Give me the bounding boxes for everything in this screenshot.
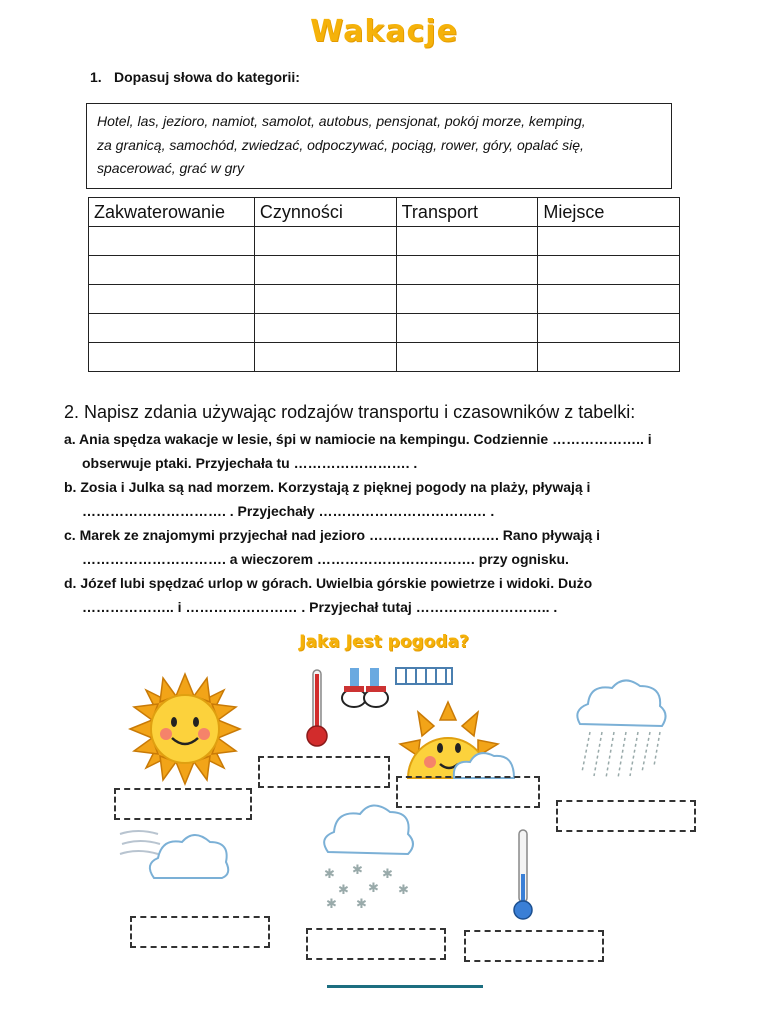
header-transport: Transport: [396, 198, 538, 227]
sentence-c-line2: …………………………. a wieczorem ……………………………. przy ognisku.: [82, 551, 569, 567]
wind-cloud-icon: [118, 820, 232, 884]
table-cell[interactable]: [254, 343, 396, 372]
sentence-d-line1: d. Józef lubi spędzać urlop w górach. Uwielbia górskie powietrze i widoki. Dużo: [64, 575, 593, 591]
word-bank-line: za granicą, samochód, zwiedzać, odpoczywać, pociąg, rower, góry, opalać się,: [97, 136, 584, 153]
sentence-b-line2: …………………………. . Przyjechały ……………………………… .: [82, 503, 495, 519]
table-cell[interactable]: [89, 227, 255, 256]
table-cell[interactable]: [538, 285, 680, 314]
cold-thermometer-icon: [508, 828, 538, 922]
task1-instruction: [90, 69, 300, 85]
svg-text:✱: ✱: [356, 897, 367, 912]
weather-title: Jaka Jest pogoda?: [299, 632, 469, 652]
weather-answer-box[interactable]: [396, 776, 540, 808]
table-cell[interactable]: [396, 314, 538, 343]
sun-icon: [128, 672, 242, 786]
table-row: [89, 227, 680, 256]
sentence-a-line1: a. Ania spędza wakacje w lesie, śpi w namiocie na kempingu. Codziennie ……………….. i: [64, 431, 652, 447]
table-row: [89, 256, 680, 285]
table-cell[interactable]: [254, 256, 396, 285]
table-cell[interactable]: [538, 314, 680, 343]
table-cell[interactable]: [396, 256, 538, 285]
table-cell[interactable]: [396, 343, 538, 372]
svg-text:✱: ✱: [338, 883, 349, 898]
weather-answer-box[interactable]: [306, 928, 446, 960]
header-czynnosci: Czynności: [254, 198, 396, 227]
table-cell[interactable]: [89, 314, 255, 343]
svg-text:✱: ✱: [368, 881, 379, 896]
table-cell[interactable]: [396, 285, 538, 314]
table-header-row: [89, 198, 680, 227]
sentence-d-line2: ……………….. i …………………… . Przyjechał tutaj ……………………….. .: [82, 599, 558, 615]
weather-answer-box[interactable]: [556, 800, 696, 832]
header-zakwaterowanie: Zakwaterowanie: [89, 198, 255, 227]
sentence-b-line1: b. Zosia i Julka są nad morzem. Korzystają z pięknej pogody na plaży, pływają i: [64, 479, 591, 495]
word-bank-box: [86, 103, 672, 189]
svg-text:✱: ✱: [398, 883, 409, 898]
page-title: Wakacje: [310, 14, 458, 49]
table-cell[interactable]: [254, 285, 396, 314]
svg-text:✱: ✱: [382, 867, 393, 882]
page-divider: [327, 985, 483, 988]
weather-answer-box[interactable]: [258, 756, 390, 788]
table-cell[interactable]: [538, 256, 680, 285]
task1-number: 1.: [90, 69, 102, 85]
weather-answer-box[interactable]: [464, 930, 604, 962]
weather-answer-box[interactable]: [114, 788, 252, 820]
sentence-c-line1: c. Marek ze znajomymi przyjechał nad jezioro ………………………. Rano pływają i: [64, 527, 601, 543]
weather-answer-box[interactable]: [130, 916, 270, 948]
svg-text:✱: ✱: [352, 863, 363, 878]
task2-instruction: [64, 402, 635, 423]
table-cell[interactable]: [89, 256, 255, 285]
word-bank-line: Hotel, las, jezioro, namiot, samolot, autobus, pensjonat, pokój morze, kemping,: [97, 113, 586, 129]
table-cell[interactable]: [538, 343, 680, 372]
table-row: [89, 314, 680, 343]
table-cell[interactable]: [89, 285, 255, 314]
svg-text:✱: ✱: [326, 897, 337, 912]
word-bank-line: spacerować, grać w gry: [97, 160, 245, 176]
table-row: [89, 285, 680, 314]
svg-text:✱: ✱: [324, 867, 335, 882]
rain-cloud-icon: [570, 672, 670, 782]
snow-cloud-icon: [318, 798, 418, 910]
task1-text: Dopasuj słowa do kategorii:: [114, 69, 300, 85]
table-cell[interactable]: [89, 343, 255, 372]
table-cell[interactable]: [396, 227, 538, 256]
sentence-a-line2: obserwuje ptaki. Przyjechała tu ……………………. .: [82, 455, 418, 471]
table-row: [89, 343, 680, 372]
task2-text: Napisz zdania używając rodzajów transportu i czasowników z tabelki:: [84, 402, 636, 422]
sun-cloud-icon: [394, 700, 518, 780]
table-cell[interactable]: [254, 227, 396, 256]
task2-number: 2.: [64, 402, 80, 422]
category-table: [88, 197, 680, 372]
hot-thermometer-icon: [302, 668, 332, 750]
header-miejsce: Miejsce: [538, 198, 680, 227]
table-cell[interactable]: [254, 314, 396, 343]
table-cell[interactable]: [538, 227, 680, 256]
